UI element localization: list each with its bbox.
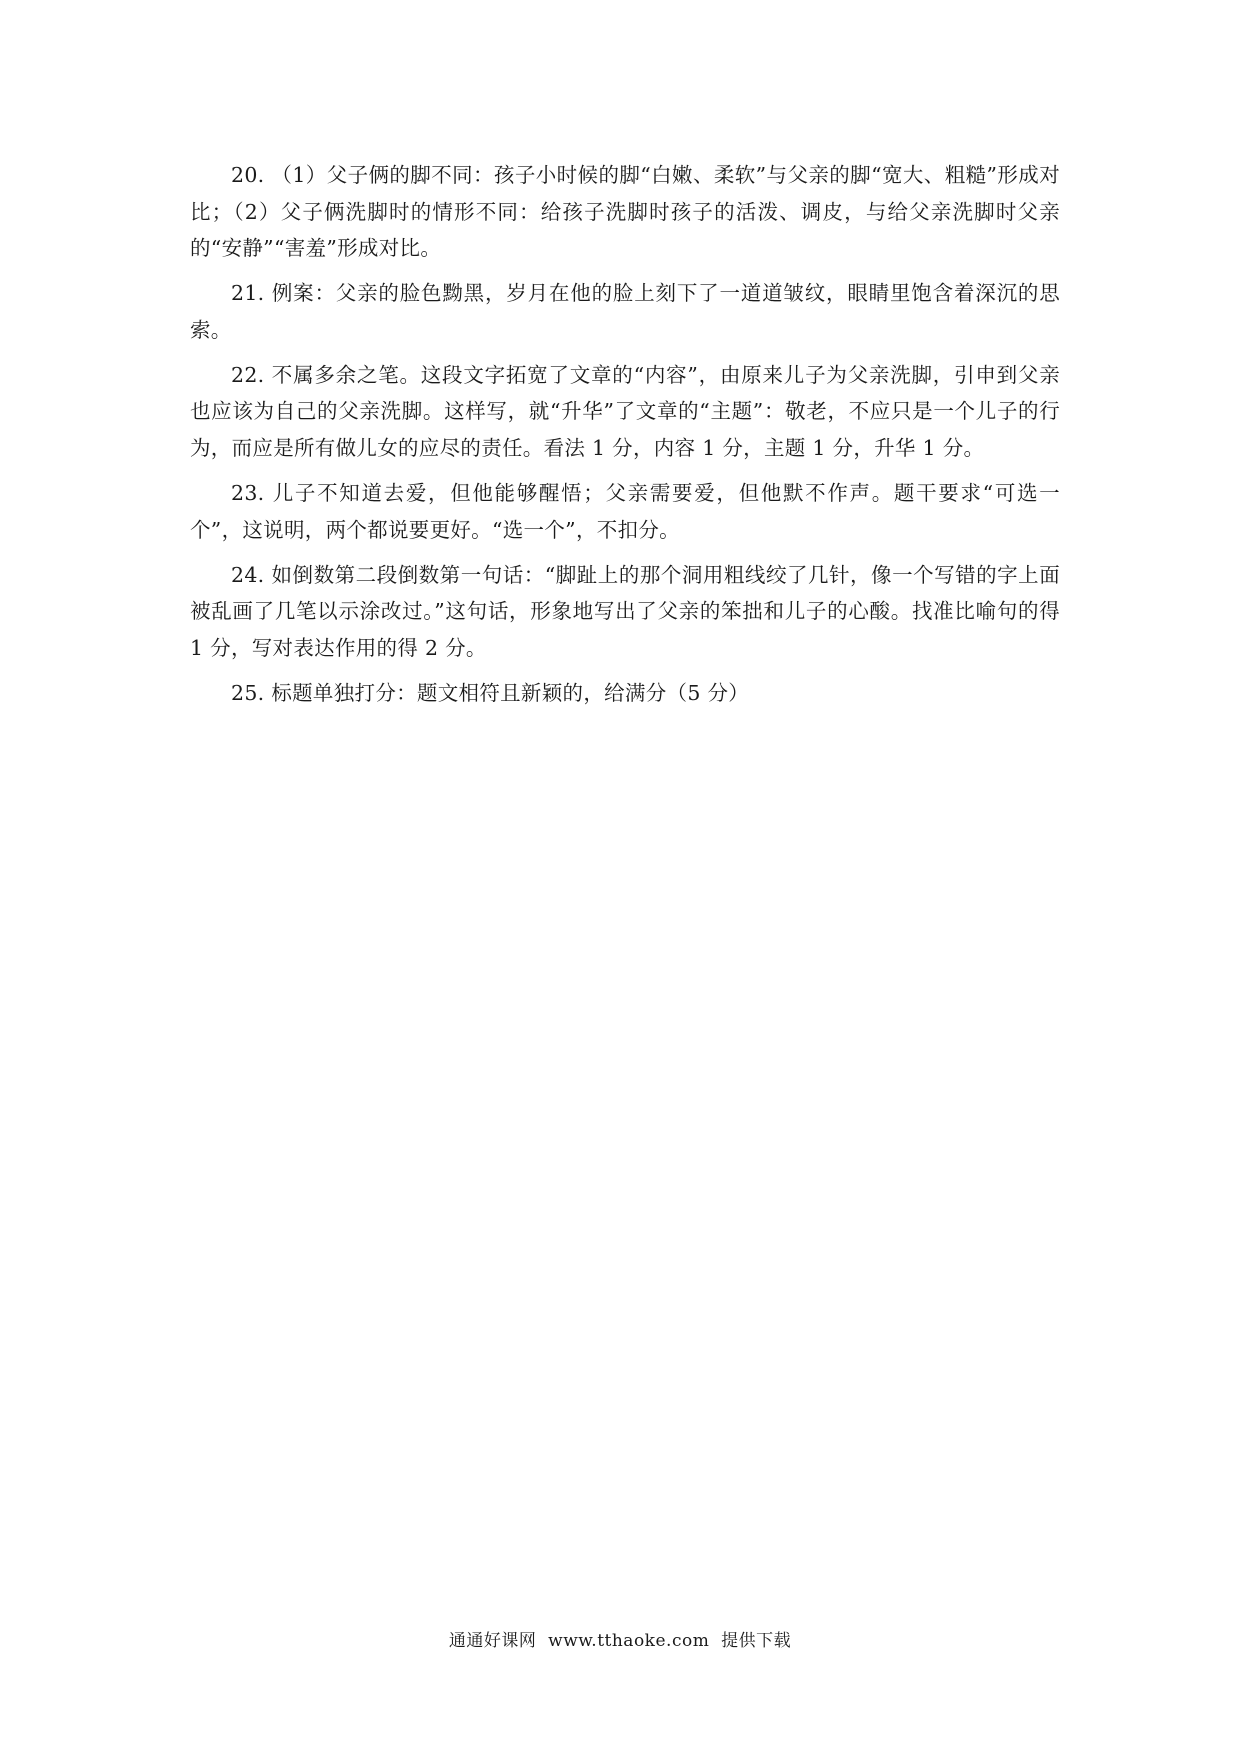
answer-22: 22. 不属多余之笔。这段文字拓宽了文章的“内容”，由原来儿子为父亲洗脚，引申到父亲也应该为自己的父亲洗脚。这样写，就“升华”了文章的“主题”：敬老，不应只是一个儿子的行为，而应是所有做儿女的应尽的责任。看法 1 分，内容 1 分，主题 1 分，升华 1 分。: [190, 362, 1060, 460]
footer-site-name: 通通好课网: [448, 1631, 537, 1651]
answer-21: 21. 例案：父亲的脸色黝黑，岁月在他的脸上刻下了一道道皱纹，眼睛里饱含着深沉的思索。: [190, 281, 1060, 342]
footer-suffix: 提供下载: [721, 1631, 792, 1651]
answer-25: 25. 标题单独打分：题文相符且新颖的，给满分（5 分）: [231, 680, 750, 705]
answer-24: 24. 如倒数第二段倒数第一句话：“脚趾上的那个洞用粗线绞了几针，像一个写错的字上面被乱画了几笔以示涂改过。”这句话，形象地写出了父亲的笨拙和儿子的心酸。找准比喻句的得 1 分，写对表达作用的得 2 分。: [190, 562, 1060, 660]
footer-url: www.tthaoke.com: [548, 1631, 710, 1651]
answer-20: 20. （1）父子俩的脚不同：孩子小时候的脚“白嫩、柔软”与父亲的脚“宽大、粗糙”形成对比；（2）父子俩洗脚时的情形不同：给孩子洗脚时孩子的活泼、调皮，与给父亲洗脚时父亲的“安静”“害羞”形成对比。: [190, 163, 1060, 261]
page-footer: [0, 1626, 1240, 1651]
answer-23: 23. 儿子不知道去爱，但他能够醒悟；父亲需要爱，但他默不作声。题干要求“可选一个”，这说明，两个都说要更好。“选一个”，不扣分。: [190, 480, 1060, 542]
answer-list: [190, 157, 1060, 720]
